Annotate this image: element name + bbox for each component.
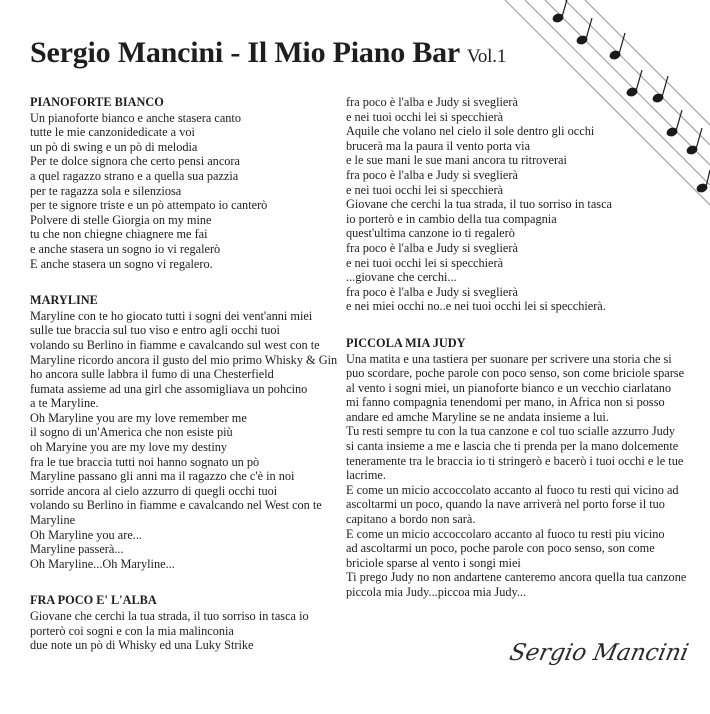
lyric-line: mi fanno compagnia tenendomi per mano, in Africa non si posso — [346, 395, 665, 410]
lyric-line: Giovane che cerchi la tua strada, il tuo sorriso in tasca io — [30, 609, 309, 623]
lyric-line: si canta insieme a me e lascia che ti prenda per la mano dolcemente — [346, 439, 679, 454]
lyric-line: sulle tue braccia sul tuo viso e entro agli occhi tuoi — [30, 323, 280, 338]
lyric-line: Un pianoforte bianco e anche stasera canto — [30, 110, 241, 125]
lyric-line: e le sue mani le sue mani ancora tu ritroverai — [346, 153, 567, 168]
lyric-line: Giovane che cerchi la tua strada, il tuo sorriso in tasca — [346, 197, 612, 212]
song-title: FRA POCO E' L'ALBA — [30, 593, 157, 608]
song-title: PICCOLA MIA JUDY — [346, 335, 466, 350]
lyric-line: due note un pò di Whisky ed una Luky Strike — [30, 638, 254, 653]
song-title: PIANOFORTE BIANCO — [30, 95, 164, 109]
lyric-line: per te ragazza sola e silenziosa — [30, 183, 182, 198]
left-column — [30, 95, 338, 675]
lyric-line: fra poco è l'alba e Judy si sveglierà — [346, 240, 518, 255]
lyric-line: al vento i sogni miei, un pianoforte bianco e un vecchio ciarlatano — [346, 380, 672, 395]
lyric-line: Oh Maryline you are... — [30, 527, 143, 542]
lyric-line: Maryline passerà... — [30, 542, 124, 557]
lyric-line: capitano a bordo non sarà. — [346, 512, 476, 527]
lyric-line: il sogno di un'America che non esiste più — [30, 425, 233, 440]
lyric-line: volando su Berlino in fiamme e cavalcando sul west con te — [30, 337, 320, 352]
lyric-line: e nei miei occhi no..e nei tuoi occhi lei si specchierà. — [346, 299, 606, 314]
lyric-line: fra poco è l'alba e Judy si sveglierà — [346, 167, 518, 182]
lyric-line: Maryline passano gli anni ma il ragazzo che c'è in noi — [30, 469, 295, 484]
lyric-line: andare ed amche Maryline se ne andata insieme a lui. — [346, 409, 609, 424]
lyric-line: e nei tuoi occhi lei si specchierà — [346, 109, 504, 124]
lyric-line: fra poco è l'alba e Judy si sveglierà — [346, 95, 518, 109]
lyric-line: Maryline ricordo ancora il gusto del mio primo Whisky & Gin — [30, 352, 338, 367]
lyric-line: a quel ragazzo strano e a quella sua pazzia — [30, 168, 239, 183]
lyric-line: oh Maryine you are my love my destiny — [30, 440, 228, 455]
lyric-line: sorride ancora al cielo azzurro di quegli occhi tuoi — [30, 483, 278, 498]
lyric-line: ad ascoltarmi un poco, poche parole con poco senso, son come — [346, 541, 655, 556]
lyric-line: porterò coi sogni e con la mia malinconia — [30, 623, 234, 638]
song-block — [346, 95, 696, 314]
lyric-line: e nei tuoi occhi lei si specchierà — [346, 255, 504, 270]
lyric-line: teneramente tra le braccia io ti stringerò e bacerò i tuoi occhi e le tue — [346, 453, 684, 468]
lyric-line: Oh Maryline...Oh Maryline... — [30, 556, 175, 571]
song-block — [30, 593, 335, 652]
lyric-line: E come un micio accoccolato accanto al fuoco tu resti qui vicino ad — [346, 482, 679, 497]
lyric-line: Maryline con te ho giocato tutti i sogni dei vent'anni miei — [30, 308, 313, 323]
lyric-line: e anche stasera un sogno io vi regalerò — [30, 241, 221, 256]
lyric-line: Ti prego Judy no non andartene canteremo ancora quella tua canzone — [346, 570, 687, 585]
lyric-line: ...giovane che cerchi... — [346, 270, 457, 285]
lyric-line: tutte le mie canzonidedicate a voi — [30, 125, 195, 140]
lyric-line: per te signore triste e un pò attempato io canterò — [30, 198, 268, 213]
right-column — [346, 95, 696, 622]
lyric-line: a te Maryline. — [30, 396, 99, 411]
song-title: MARYLINE — [30, 293, 98, 308]
lyric-line: briciole sparse al vento i songi miei — [346, 555, 521, 570]
lyric-line: E anche stasera un sogno vi regalero. — [30, 256, 213, 271]
song-block — [346, 336, 696, 600]
lyric-line: ascoltarmi un poco, quando la nave arriverà nel porto forse il tuo — [346, 497, 665, 512]
lyric-line: fumata assieme ad una girl che assomigliava un pohcino — [30, 381, 308, 396]
lyric-line: Aquile che volano nel cielo il sole dentro gli occhi — [346, 124, 595, 139]
lyric-line: ho ancora sulle labbra il fumo di una Chesterfield — [30, 367, 274, 382]
lyric-line: Polvere di stelle Giorgia on my mine — [30, 212, 212, 227]
lyric-line: volando su Berlino in fiamme e cavalcando nel West con te — [30, 498, 322, 513]
lyric-line: brucerà ma la paura il vento porta via — [346, 138, 531, 153]
lyric-line: lacrime. — [346, 468, 386, 483]
lyric-line: puo scordare, poche parole con poco senso, son come briciole sparse — [346, 366, 685, 381]
lyric-line: Una matita e una tastiera per suonare per scrivere una storia che si — [346, 351, 672, 366]
lyric-line: fra le tue braccia tutti noi hanno sognato un pò — [30, 454, 260, 469]
lyric-line: E come un micio accoccolaro accanto al fuoco tu resti piu vicino — [346, 526, 665, 541]
title-text: Sergio Mancini - Il Mio Piano Bar — [30, 36, 460, 69]
signature: Sergio Mancini — [507, 640, 691, 666]
lyric-line: io porterò e in cambio della tua compagnia — [346, 211, 557, 226]
lyric-line: quest'ultima canzone io ti regalerò — [346, 226, 515, 241]
song-block — [30, 293, 338, 571]
volume-label: Vol.1 — [466, 46, 507, 67]
lyric-line: Maryline — [30, 513, 76, 528]
lyric-line: Per te dolce signora che certo pensi ancora — [30, 154, 240, 169]
lyric-line: tu che non chiegne chiagnere me fai — [30, 227, 208, 242]
lyric-line: piccola mia Judy...piccoa mia Judy... — [346, 585, 527, 599]
lyric-line: Tu resti sempre tu con la tua canzone e col tuo scialle azzurro Judy — [346, 424, 676, 439]
lyric-line: fra poco è l'alba e Judy si sveglierà — [346, 284, 518, 299]
lyric-line: Oh Maryline you are my love remember me — [30, 410, 247, 425]
page-title — [30, 36, 506, 70]
lyric-line: un pò di swing e un pò di melodia — [30, 139, 198, 154]
song-block — [30, 95, 335, 271]
lyric-line: e nei tuoi occhi lei si specchierà — [346, 182, 504, 197]
